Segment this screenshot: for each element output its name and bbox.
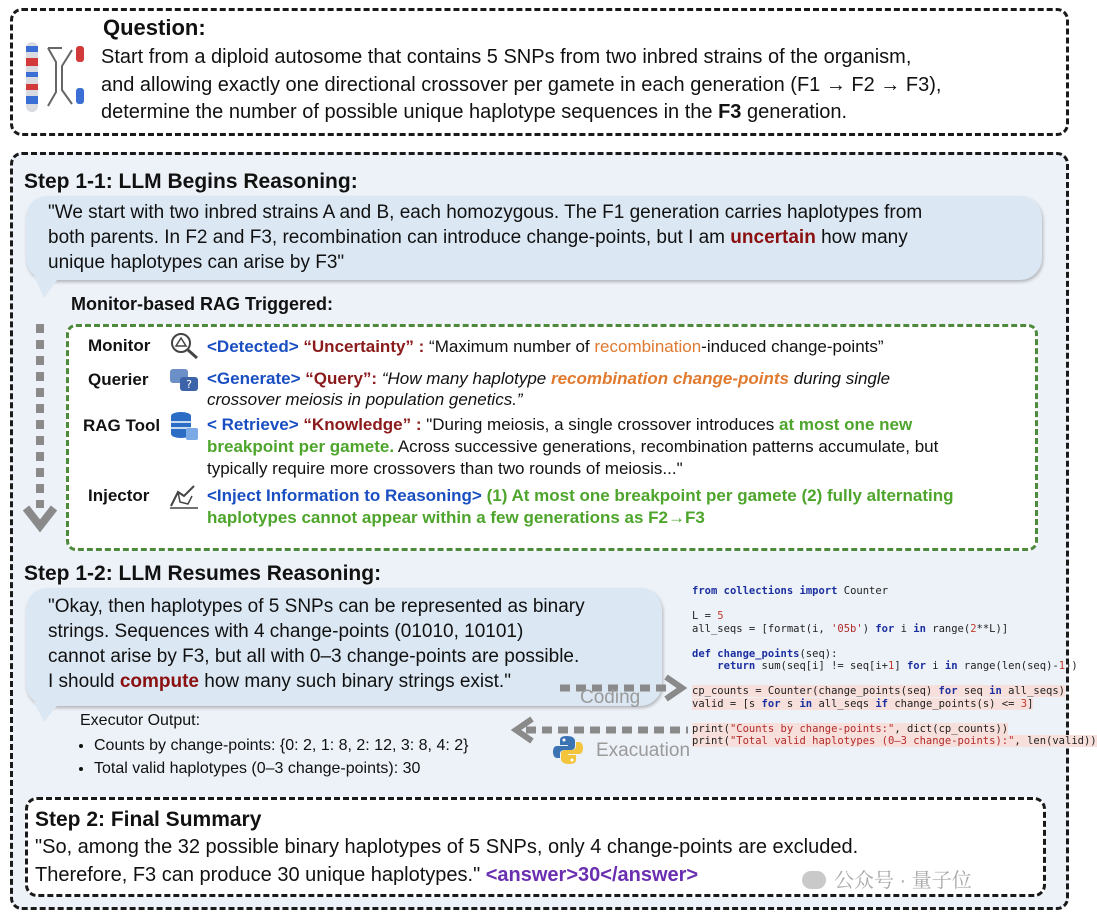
chromosome-icon [20, 38, 90, 116]
question-line-3: determine the number of possible unique haplotype sequences in the F3 generation. [101, 101, 848, 123]
querier-label: Querier [88, 370, 149, 389]
question-title: Question: [103, 15, 206, 40]
bubble-2-line-2: strings. Sequences with 4 change-points (01010, 10101) [48, 621, 524, 642]
step-1-2-title: Step 1-2: LLM Resumes Reasoning: [24, 562, 382, 585]
injector-text-2: haplotypes cannot appear within a few generations as F2→F3 [207, 508, 705, 527]
querier-text-2: crossover meiosis in population genetics.” [207, 390, 523, 409]
bubble-tail [34, 276, 64, 300]
ragtool-text-3: typically require more crossovers than two rounds of meiosis..." [207, 459, 683, 478]
ragtool-text-2: breakpoint per gamete. Across successive generations, recombination patterns accumulate, but [207, 437, 939, 456]
summary-line-2: Therefore, F3 can produce 30 unique haplotypes." <answer>30</answer> [35, 864, 699, 886]
injector-icon [168, 482, 200, 510]
bubble-2-line-1: "Okay, then haplotypes of 5 SNPs can be represented as binary [48, 596, 585, 617]
ragtool-text-1: < Retrieve> “Knowledge” : "During meiosis, a single crossover introduces at most one new [207, 415, 913, 434]
monitor-text: <Detected> “Uncertainty” : “Maximum number of recombination-induced change-points” [207, 337, 884, 356]
executor-item-1: • Counts by change-points: {0: 2, 1: 8, 2: 12, 3: 8, 4: 2} [94, 734, 468, 757]
summary-line-1: "So, among the 32 possible binary haplotypes of 5 SNPs, only 4 change-points are excluded. [35, 836, 859, 858]
question-line-1: Start from a diploid autosome that contains 5 SNPs from two inbred strains of the organism, [101, 46, 912, 68]
bubble-1-line-2: both parents. In F2 and F3, recombination can introduce change-points, but I am uncertain how many [48, 227, 908, 248]
python-icon [552, 734, 584, 766]
question-line-2: and allowing exactly one directional crossover per gamete in each generation (F1 → F2 → F3), [101, 74, 942, 96]
svg-text:?: ? [186, 378, 192, 391]
execution-label: Exacuation [596, 740, 691, 761]
step-1-1-title: Step 1-1: LLM Begins Reasoning: [24, 170, 358, 193]
injector-text-1: <Inject Information to Reasoning> (1) At most one breakpoint per gamete (2) fully alternating [207, 486, 954, 505]
bubble-2-tail [34, 702, 64, 724]
bubble-1-line-3: unique haplotypes can arise by F3" [48, 252, 345, 273]
down-arrow [22, 322, 62, 534]
ragtool-label: RAG Tool [83, 416, 161, 435]
rag-triggered-title: Monitor-based RAG Triggered: [71, 294, 334, 314]
step-2-title: Step 2: Final Summary [35, 808, 262, 831]
querier-icon [168, 366, 200, 396]
reasoning-bubble-1 [26, 196, 1042, 280]
bubble-2-line-3: cannot arise by F3, but all with 0–3 change-points are possible. [48, 646, 580, 667]
injector-label: Injector [88, 486, 150, 505]
code-block: from collections import Counter L = 5 all_seqs = [format(i, '05b') for i in range(2**L)] def change_points(seq): return sum(seq[i] != seq[i+1] for i in range(len(seq)-1)) cp_counts = Counter(change_points(seq) for seq in all_seqs) valid = [s for s in all_seqs if change_points(s) <= 3] print("Counts by change-points:", dict(cp_counts)) print("Total valid haplotypes (0–3 change-points):", len(valid)) [692, 585, 1097, 747]
database-icon [168, 410, 200, 442]
bubble-2-line-4: I should compute how many such binary strings exist." [48, 671, 511, 692]
querier-text-1: <Generate> “Query”: “How many haplotype recombination change-points during single [207, 369, 891, 388]
executor-item-2: • Total valid haplotypes (0–3 change-points): 30 [94, 757, 468, 780]
watermark: 公众号 · 量子位 [802, 864, 972, 893]
wechat-icon [802, 871, 826, 889]
coding-label: Coding [580, 687, 641, 708]
executor-title: Executor Output: [80, 712, 201, 729]
bubble-1-line-1: "We start with two inbred strains A and B, each homozygous. The F1 generation carries haplotypes from [48, 202, 923, 223]
monitor-label: Monitor [88, 336, 151, 355]
monitor-icon [168, 330, 200, 360]
executor-output-list [74, 734, 468, 780]
